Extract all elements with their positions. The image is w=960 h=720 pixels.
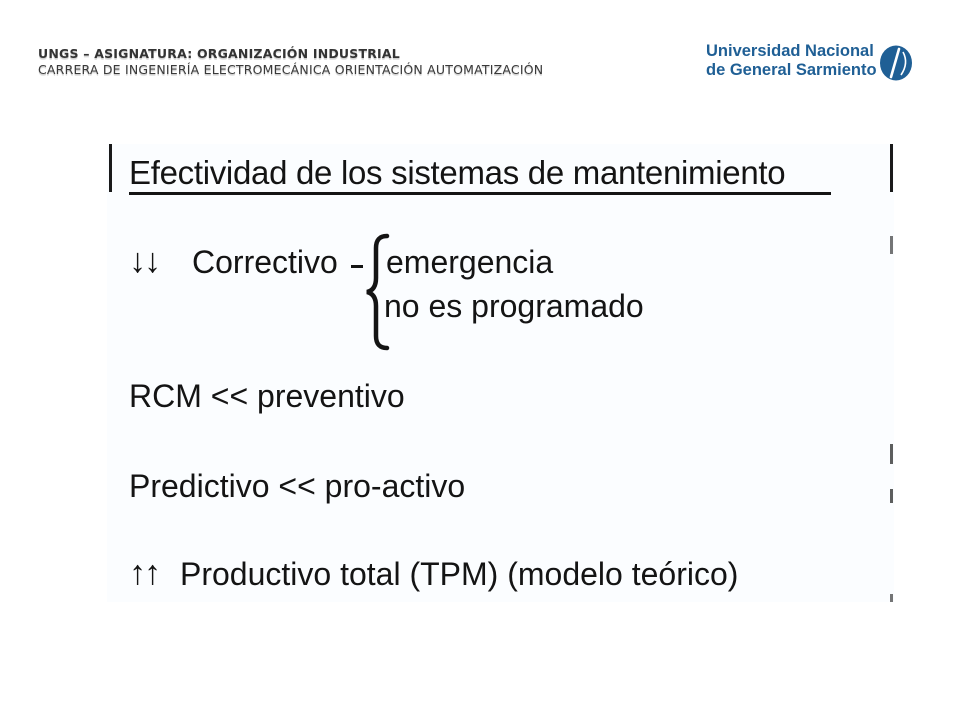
career-subtitle: CARRERA DE INGENIERÍA ELECTROMECÁNICA ORIENTACIÓN AUTOMATIZACIÓN [38, 62, 544, 77]
predictive-line: Predictivo << pro-activo [129, 468, 466, 504]
logo-text-line2: de General Sarmiento [706, 61, 877, 79]
scan-edge-right [890, 594, 893, 602]
scan-edge-right [890, 144, 893, 192]
logo-text-line1: Universidad Nacional [706, 42, 874, 60]
course-title: UNGS – ASIGNATURA: ORGANIZACIÓN INDUSTRIAL [38, 46, 400, 61]
rcm-line: RCM << preventivo [129, 378, 405, 414]
slide-title: Efectividad de los sistemas de mantenimiento [129, 154, 786, 191]
title-underline [129, 192, 831, 195]
header [38, 46, 638, 78]
scan-edge-right [890, 444, 893, 464]
corrective-option-unscheduled: no es programado [384, 288, 644, 324]
logo-text [706, 42, 877, 80]
ungs-logo-icon [878, 44, 914, 82]
corrective-label: Correctivo [192, 244, 338, 280]
university-logo [706, 42, 916, 86]
scan-edge-right [890, 489, 893, 503]
up-arrows-icon: ↑↑ [129, 554, 159, 592]
connector-dash [351, 265, 363, 268]
scan-edge-right [890, 236, 893, 254]
corrective-option-emergency: emergencia [386, 244, 554, 280]
productive-line: Productivo total (TPM) (modelo teórico) [180, 556, 739, 592]
down-arrows-icon: ↓↓ [129, 242, 159, 280]
scan-edge-left [109, 144, 112, 192]
content-image [107, 144, 894, 602]
